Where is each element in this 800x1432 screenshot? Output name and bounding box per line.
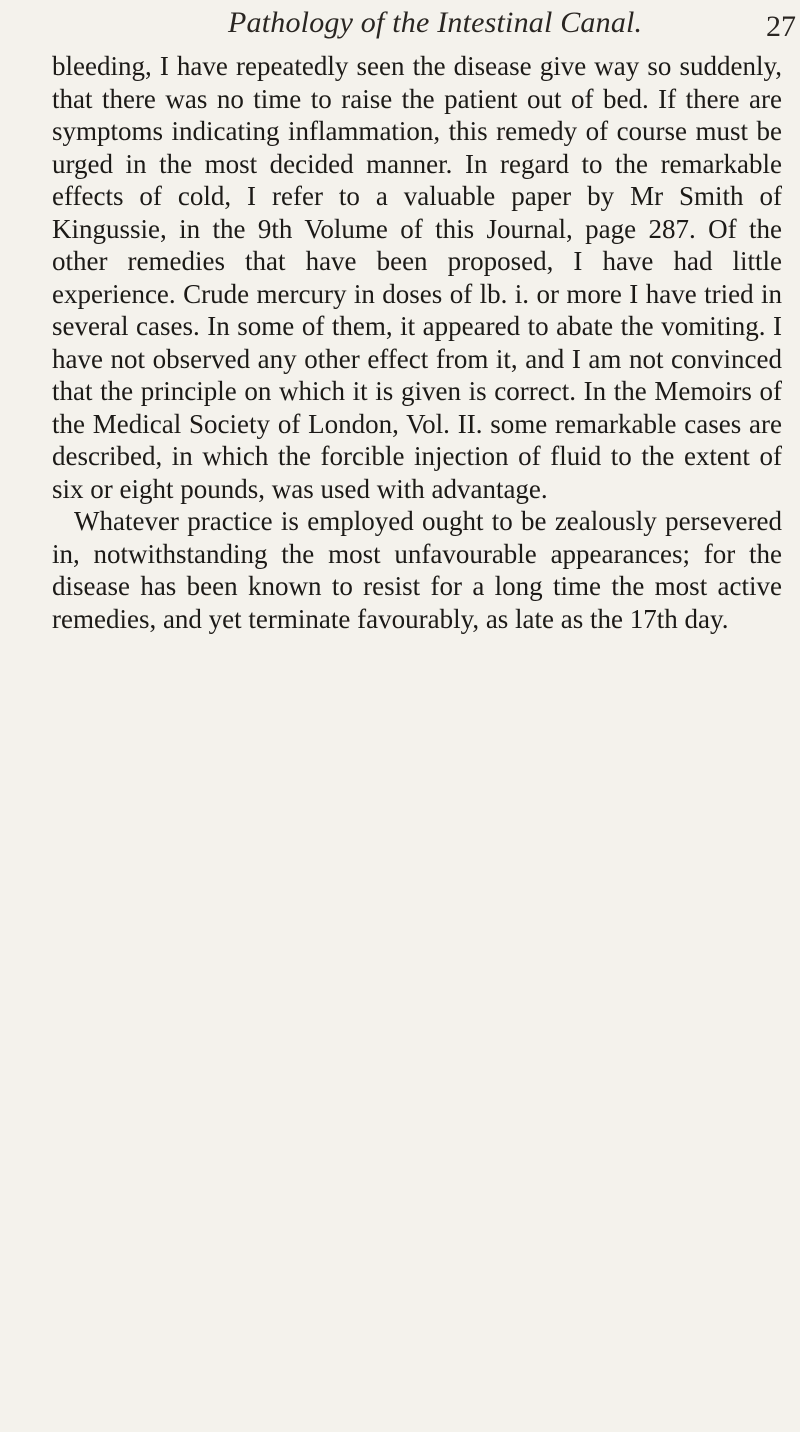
page-number: 27 — [766, 10, 796, 43]
body-text — [52, 50, 782, 635]
paragraph-2: Whatever practice is employed ought to be zealously persevered in, notwithstanding the most unfavourable appearances; for the disease has been known to resist for a long time the most active remedies, and yet terminate favourably, as late as the 17th day. — [52, 506, 782, 634]
running-title: Pathology of the Intestinal Canal. — [228, 6, 643, 39]
paragraph-1: bleeding, I have repeatedly seen the disease give way so suddenly, that there was no time to raise the patient out of bed. If there are symptoms indicating inflammation, this remedy of course must be urged in the most decided manner. In regard to the remarkable effects of cold, I refer to a valuable paper by Mr Smith of Kingussie, in the 9th Volume of this Journal, page 287. Of the other remedies that have been proposed, I have had little experience. Crude mercury in doses of lb. i. or more I have tried in several cases. In some of them, it appeared to abate the vomiting. I have not observed any other effect from it, and I am not convinced that the principle on which it is given is correct. In the Memoirs of the Medical Society of London, Vol. II. some remarkable cases are described, in which the forcible injection of fluid to the extent of six or eight pounds, was used with advantage. — [52, 51, 782, 504]
